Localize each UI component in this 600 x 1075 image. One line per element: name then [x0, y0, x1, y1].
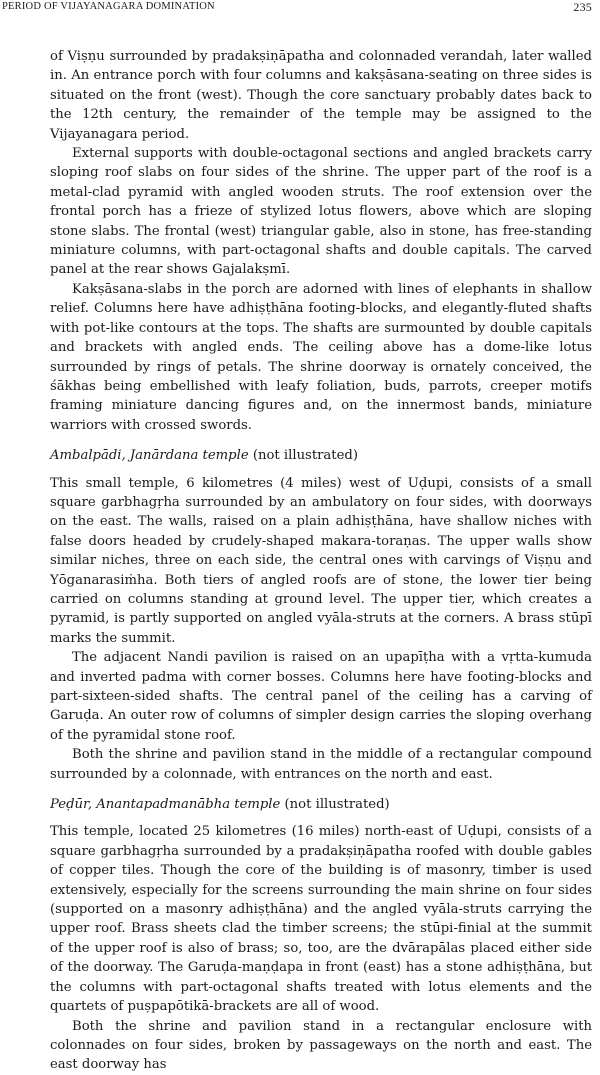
section-heading-name: Peḍūr, Anantapadmanābha temple [50, 797, 281, 813]
section-heading-ambalpadi [50, 446, 592, 465]
paragraph: Both the shrine and pavilion stand in a rectangular enclosure with colonnades on four sides, broken by passageways on the north and east. The east doorway has [50, 1018, 592, 1073]
paragraph: External supports with double-octagonal sections and angled brackets carry sloping roof slabs on four sides of the shrine. The upper part of the roof is a metal-clad pyramid with angled wooden struts. The roof extension over the frontal porch has a frieze of stylized lotus flowers, above which are sloping stone slabs. The frontal (west) triangular gable, also in stone, has free-standing miniature columns, with part-octagonal shafts and double capitals. The carved panel at the rear shows Gajalakṣmī. [50, 146, 592, 278]
section-heading-note: (not illustrated) [284, 797, 390, 813]
running-head-title: PERIOD OF VIJAYANAGARA DOMINATION [2, 1, 215, 12]
paragraph: The adjacent Nandi pavilion is raised on an upapīṭha with a vṛtta-kumuda and inverted padma with corner bosses. Columns here have footing-blocks and part-sixteen-sided shafts. The central panel of the ceiling has a carving of Garuḍa. An outer row of columns of simpler design carries the sloping overhang of the pyramidal stone roof. [50, 650, 592, 743]
paragraph: of Viṣṇu surrounded by pradakṣiṇāpatha and colonnaded verandah, later walled in. An entrance porch with four columns and kakṣāsana-seating on three sides is situated on the front (west). Though the core sanctuary probably dates back to the 12th century, the remainder of the temple may be assigned to the Vijayanagara period. [50, 49, 592, 142]
section-heading-name: Ambalpādi, Janārdana temple [50, 448, 249, 464]
running-head [2, 0, 592, 16]
section-heading-note: (not illustrated) [252, 448, 358, 464]
paragraph: This temple, located 25 kilometres (16 miles) north-east of Uḍupi, consists of a square garbhagṛha surrounded by a pradakṣiṇāpatha roofed with double gables of copper tiles. Though the core of the building is of masonry, timber is used extensively, especially for the screens surrounding the main shrine on four sides (supported on a masonry adhiṣṭhāna) and the angled vyāla-struts carrying the upper roof. Brass sheets clad the timber screens; the stūpi-finial at the summit of the upper roof is also of brass; so, too, are the dvārapālas placed either side of the doorway. The Garuḍa-maṇḍapa in front (east) has a stone adhiṣṭhāna, but the columns with part-octagonal shafts treated with lotus elements and the quartets of puṣpapōtikā-brackets are all of wood. [50, 824, 592, 1015]
body-text [50, 47, 592, 1075]
page-number: 235 [573, 0, 592, 14]
paragraph: This small temple, 6 kilometres (4 miles) west of Uḍupi, consists of a small square garbhagṛha surrounded by an ambulatory on four sides, with doorways on the east. The walls, raised on a plain adhiṣṭhāna, have shallow niches with false doors headed by crudely-shaped makara-toraṇas. The upper walls show similar niches, three on each side, the central ones with carvings of Viṣṇu and Yōganarasiṁha. Both tiers of angled roofs are of stone, the lower tier being carried on columns standing at ground level. The upper tier, which creates a pyramid, is partly supported on angled vyāla-struts at the corners. A brass stūpī marks the summit. [50, 475, 592, 646]
paragraph: Kakṣāsana-slabs in the porch are adorned with lines of elephants in shallow relief. Columns here have adhiṣṭhāna footing-blocks, and elegantly-fluted shafts with pot-like contours at the tops. The shafts are surmounted by double capitals and brackets with angled ends. The ceiling above has a dome-like lotus surrounded by rings of petals. The shrine doorway is ornately conceived, the śākhas being embellished with leafy foliation, buds, parrots, creeper motifs framing miniature dancing figures and, on the innermost bands, miniature warriors with crossed swords. [50, 281, 592, 433]
paragraph: Both the shrine and pavilion stand in the middle of a rectangular compound surrounded by a colonnade, with entrances on the north and east. [50, 747, 592, 782]
section-heading-pedur [50, 795, 592, 814]
